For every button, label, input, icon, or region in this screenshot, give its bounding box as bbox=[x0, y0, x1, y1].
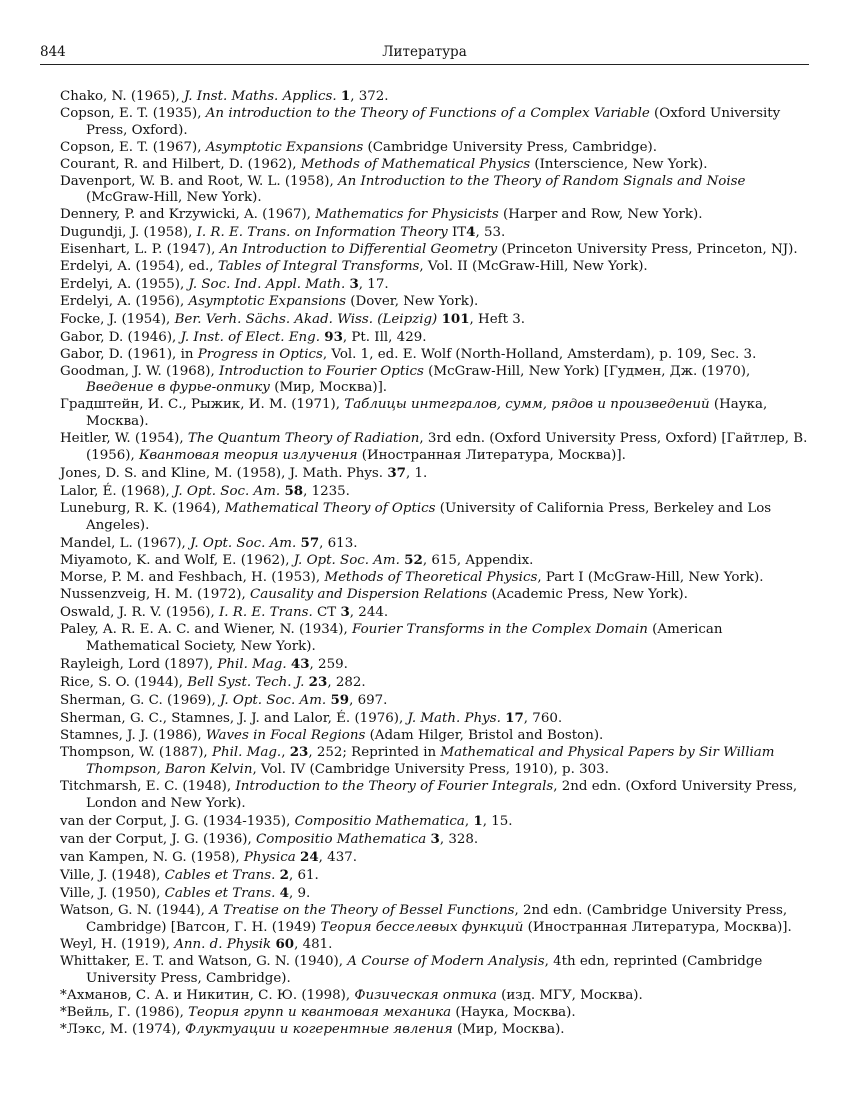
reference-text: Ville, J. (1950), bbox=[60, 885, 165, 901]
reference-volume: 37 bbox=[387, 464, 406, 481]
reference-text: , 437. bbox=[318, 849, 357, 865]
reference-volume: 1 bbox=[473, 813, 483, 830]
reference-text: (McGraw-Hill, New York). bbox=[86, 190, 262, 206]
reference-entry bbox=[60, 397, 809, 431]
reference-entry bbox=[60, 88, 809, 106]
reference-entry bbox=[60, 174, 809, 208]
reference-text: (Наука, Москва). bbox=[451, 1005, 576, 1021]
reference-entry bbox=[60, 552, 809, 570]
reference-volume: 101 bbox=[441, 310, 470, 327]
reference-volume: 23 bbox=[308, 673, 328, 690]
reference-text: Goodman, J. W. (1968), bbox=[60, 363, 220, 379]
reference-entry bbox=[60, 849, 809, 867]
reference-title: Ann. d. Physik bbox=[174, 937, 272, 953]
reference-text: Градштейн, И. С., Рыжик, И. М. (1971), bbox=[60, 397, 345, 413]
reference-text: , 1235. bbox=[303, 483, 350, 499]
reference-text: (Наука, Москва). bbox=[86, 397, 768, 430]
reference-text: , 1. bbox=[405, 465, 428, 481]
reference-text: Copson, E. T. (1967), bbox=[60, 139, 206, 155]
reference-entry bbox=[60, 1005, 809, 1022]
reference-text: Lalor, É. (1968), bbox=[60, 483, 174, 499]
page-number: 844 bbox=[40, 44, 66, 60]
reference-volume: 57 bbox=[300, 534, 320, 551]
reference-title: J. Opt. Soc. Am. bbox=[220, 692, 327, 708]
reference-text: Erdelyi, A. (1955), bbox=[60, 276, 189, 292]
reference-text: (University of California Press, Berkeley and Los Angeles). bbox=[86, 500, 772, 533]
reference-title: Mathematical and Physical Papers by Sir William Thompson, Baron Kelvin bbox=[86, 745, 775, 778]
reference-volume: 3 bbox=[349, 275, 359, 292]
reference-title: Waves in Focal Regions bbox=[205, 727, 366, 743]
reference-volume: 4 bbox=[279, 884, 289, 901]
reference-entry bbox=[60, 988, 809, 1005]
reference-text: Rice, S. O. (1944), bbox=[60, 674, 188, 690]
reference-text: (Harper and Row, New York). bbox=[498, 207, 703, 223]
reference-text: , 15. bbox=[482, 814, 513, 830]
reference-title: Methods of Theoretical Physics bbox=[324, 570, 538, 586]
reference-text: Titchmarsh, E. C. (1948), bbox=[60, 779, 236, 795]
reference-title: Asymptotic Expansions bbox=[205, 139, 364, 155]
reference-text: Sherman, G. C. (1969), bbox=[60, 692, 220, 708]
reference-text: Jones, D. S. and Kline, M. (1958), J. Math. Phys. bbox=[60, 465, 388, 481]
reference-text: (Interscience, New York). bbox=[530, 156, 708, 172]
reference-text: Rayleigh, Lord (1897), bbox=[60, 656, 218, 672]
reference-title: Введение в фурье-оптику bbox=[86, 380, 270, 396]
reference-text: , 244. bbox=[349, 605, 389, 621]
reference-entry bbox=[60, 329, 809, 347]
reference-text: van Kampen, N. G. (1958), bbox=[60, 849, 244, 865]
reference-text: Mandel, L. (1967), bbox=[60, 535, 191, 551]
reference-title: An Introduction to Differential Geometry bbox=[219, 242, 498, 258]
reference-text: Miyamoto, K. and Wolf, E. (1962), bbox=[60, 553, 294, 569]
reference-text: Copson, E. T. (1935), bbox=[60, 105, 206, 121]
reference-text: *Лэкс, М. (1974), bbox=[60, 1021, 186, 1037]
reference-volume: 93 bbox=[324, 328, 343, 345]
reference-entry bbox=[60, 311, 809, 329]
reference-text: Morse, P. M. and Feshbach, H. (1953), bbox=[60, 570, 325, 586]
reference-entry bbox=[60, 106, 809, 140]
reference-text: , Pt. Ill, 429. bbox=[342, 329, 427, 345]
reference-entry bbox=[60, 728, 809, 745]
reference-entry bbox=[60, 903, 809, 937]
reference-text: (McGraw-Hill, New York) [Гудмен, Дж. (1970), bbox=[423, 363, 751, 379]
reference-text: , Vol. IV (Cambridge University Press, 1910), p. 303. bbox=[252, 762, 609, 778]
reference-title: Compositio Mathematica bbox=[256, 831, 427, 847]
reference-entry bbox=[60, 779, 809, 813]
reference-volume: 3 bbox=[340, 604, 350, 621]
reference-entry bbox=[60, 535, 809, 553]
reference-entry bbox=[60, 867, 809, 885]
reference-text: , Vol. 1, ed. E. Wolf (North-Holland, Amsterdam), p. 109, Sec. 3. bbox=[322, 346, 757, 362]
reference-volume: 17 bbox=[505, 709, 524, 726]
reference-text: (Oxford University Press, Oxford). bbox=[86, 105, 781, 138]
reference-title: Cables et Trans. bbox=[164, 867, 276, 883]
reference-title: An introduction to the Theory of Functions of a Complex Variable bbox=[205, 105, 650, 121]
reference-text: Paley, A. R. E. A. C. and Wiener, N. (1934), bbox=[60, 622, 353, 638]
reference-title: A Course of Modern Analysis bbox=[347, 954, 545, 970]
reference-title: Compositio Mathematica bbox=[294, 814, 465, 830]
reference-text: (Cambridge University Press, Cambridge). bbox=[363, 139, 657, 155]
reference-title: Asymptotic Expansions bbox=[188, 293, 347, 309]
reference-volume: 3 bbox=[430, 830, 440, 847]
reference-text: Whittaker, E. T. and Watson, G. N. (1940), bbox=[60, 954, 348, 970]
reference-volume: 43 bbox=[290, 655, 310, 672]
reference-title: Физическая оптика bbox=[354, 988, 497, 1004]
reference-text: (Princeton University Press, Princeton, NJ). bbox=[497, 242, 798, 258]
reference-text: , 4th edn, reprinted (Cambridge University Press, Cambridge). bbox=[86, 954, 763, 987]
reference-entry bbox=[60, 276, 809, 294]
reference-entry bbox=[60, 465, 809, 483]
reference-title: I. R. E. Trans. bbox=[218, 605, 313, 621]
reference-text: (Мир, Москва). bbox=[452, 1021, 565, 1037]
reference-title: J. Math. Phys. bbox=[407, 710, 501, 726]
reference-entry bbox=[60, 140, 809, 157]
reference-entry bbox=[60, 744, 809, 779]
reference-title: I. R. E. Trans. on Information Theory bbox=[196, 225, 448, 241]
reference-entry bbox=[60, 674, 809, 692]
reference-volume: 59 bbox=[330, 691, 350, 708]
reference-title: Phil. Mag. bbox=[211, 745, 282, 761]
reference-text: , 613. bbox=[319, 535, 358, 551]
reference-text: Dugundji, J. (1958), bbox=[60, 225, 197, 241]
reference-entry bbox=[60, 831, 809, 849]
reference-text: Davenport, W. B. and Root, W. L. (1958), bbox=[60, 173, 338, 189]
reference-entry bbox=[60, 622, 809, 656]
reference-title: Ber. Verh. Sächs. Akad. Wiss. (Leipzig) bbox=[174, 311, 438, 327]
reference-text: , 760. bbox=[523, 710, 563, 726]
reference-title: Physica bbox=[243, 849, 296, 865]
reference-title: J. Soc. Ind. Appl. Math. bbox=[188, 276, 346, 292]
reference-title: Bell Syst. Tech. J. bbox=[187, 674, 305, 690]
reference-title: Introduction to Fourier Optics bbox=[219, 363, 424, 379]
reference-title: The Quantum Theory of Radiation bbox=[187, 431, 420, 447]
reference-entry bbox=[60, 885, 809, 903]
reference-title: Mathematical Theory of Optics bbox=[224, 500, 436, 516]
reference-text: Eisenhart, L. P. (1947), bbox=[60, 242, 220, 258]
reference-title: Теория групп и квантовая механика bbox=[188, 1005, 452, 1021]
reference-text: Thompson, W. (1887), bbox=[60, 745, 212, 761]
reference-text: , 252; Reprinted in bbox=[308, 745, 441, 761]
reference-text: Sherman, G. C., Stamnes, J. J. and Lalor, É. (1976), bbox=[60, 710, 408, 726]
reference-text: , 61. bbox=[288, 867, 319, 883]
reference-entry bbox=[60, 157, 809, 174]
reference-text: *Вейль, Г. (1986), bbox=[60, 1005, 189, 1021]
reference-title: J. Inst. of Elect. Eng. bbox=[180, 329, 320, 345]
reference-text: , 17. bbox=[358, 276, 389, 292]
reference-entry bbox=[60, 656, 809, 674]
reference-title: Квантовая теория излучения bbox=[139, 448, 358, 464]
reference-text: Dennery, P. and Krzywicki, A. (1967), bbox=[60, 207, 316, 223]
reference-entry bbox=[60, 207, 809, 224]
reference-text: (Adam Hilger, Bristol and Boston). bbox=[365, 727, 604, 743]
reference-text: , 481. bbox=[294, 937, 333, 953]
reference-text: (изд. МГУ, Москва). bbox=[496, 988, 643, 1004]
reference-title: Теория бесселевых функций bbox=[320, 919, 524, 935]
reference-text: Courant, R. and Hilbert, D. (1962), bbox=[60, 156, 301, 172]
reference-title: Cables et Trans. bbox=[164, 885, 276, 901]
reference-entry bbox=[60, 710, 809, 728]
reference-text: (Иностранная Литература, Москва)]. bbox=[523, 919, 792, 935]
reference-text: , Vol. II (McGraw-Hill, New York). bbox=[419, 259, 648, 275]
reference-text: , 2nd edn. (Cambridge University Press, Cambridge) [Ватсон, Г. Н. (1949) bbox=[86, 902, 788, 935]
reference-title: Phil. Mag. bbox=[217, 656, 287, 672]
reference-text: , 282. bbox=[327, 674, 366, 690]
reference-volume: 2 bbox=[279, 866, 289, 883]
reference-volume: 4 bbox=[466, 224, 476, 241]
reference-title: Introduction to the Theory of Fourier Integrals bbox=[235, 779, 554, 795]
reference-text: Luneburg, R. K. (1964), bbox=[60, 500, 225, 516]
reference-title: Progress in Optics bbox=[197, 346, 323, 362]
reference-text: Erdelyi, A. (1954), ed., bbox=[60, 259, 218, 275]
reference-entry bbox=[60, 431, 809, 465]
reference-volume: 52 bbox=[404, 552, 423, 569]
reference-text: Ville, J. (1948), bbox=[60, 867, 165, 883]
reference-text: , Heft 3. bbox=[469, 311, 526, 327]
reference-text: , Part I (McGraw-Hill, New York). bbox=[537, 570, 764, 586]
reference-entry bbox=[60, 259, 809, 276]
reference-text: , 259. bbox=[309, 656, 348, 672]
reference-text: van der Corput, J. G. (1936), bbox=[60, 831, 256, 847]
reference-text: CT bbox=[312, 605, 341, 621]
reference-title: J. Inst. Maths. Applics. bbox=[183, 89, 337, 104]
reference-text: , 372. bbox=[350, 89, 389, 104]
reference-text: , 697. bbox=[349, 692, 388, 708]
reference-text: Nussenzveig, H. M. (1972), bbox=[60, 587, 250, 603]
reference-text: , 328. bbox=[439, 831, 479, 847]
reference-text: , 53. bbox=[475, 225, 506, 241]
reference-text: (Dover, New York). bbox=[346, 293, 479, 309]
reference-text: , 3rd edn. (Oxford University Press, Oxford) [Гайтлер, В. (1956), bbox=[86, 431, 808, 464]
reference-text: , 2nd edn. (Oxford University Press, London and New York). bbox=[86, 779, 798, 812]
reference-title: J. Opt. Soc. Am. bbox=[293, 553, 400, 569]
reference-title: An Introduction to the Theory of Random Signals and Noise bbox=[337, 173, 746, 189]
reference-text: Gabor, D. (1961), in bbox=[60, 346, 198, 362]
reference-text: *Ахманов, С. А. и Никитин, С. Ю. (1998), bbox=[60, 988, 355, 1004]
reference-entry bbox=[60, 587, 809, 604]
reference-volume: 23 bbox=[289, 744, 309, 761]
reference-volume: 1 bbox=[340, 88, 351, 104]
reference-text: Weyl, H. (1919), bbox=[60, 937, 175, 953]
reference-title: J. Opt. Soc. Am. bbox=[174, 483, 281, 499]
reference-entry bbox=[60, 813, 809, 831]
reference-text: Oswald, J. R. V. (1956), bbox=[60, 605, 219, 621]
reference-entry bbox=[60, 954, 809, 988]
reference-title: J. Opt. Soc. Am. bbox=[190, 535, 297, 551]
reference-title: Mathematics for Physicists bbox=[315, 207, 499, 223]
reference-text: , bbox=[464, 814, 474, 830]
running-title: Литература bbox=[382, 44, 467, 60]
reference-text: Watson, G. N. (1944), bbox=[60, 902, 210, 918]
reference-entry bbox=[60, 483, 809, 501]
reference-text: Heitler, W. (1954), bbox=[60, 431, 188, 447]
reference-text: Focke, J. (1954), bbox=[60, 311, 175, 327]
reference-text: Erdelyi, A. (1956), bbox=[60, 293, 189, 309]
reference-entry bbox=[60, 364, 809, 398]
reference-entry bbox=[60, 294, 809, 311]
reference-entry bbox=[60, 570, 809, 587]
reference-text: , 615, Appendix. bbox=[422, 553, 534, 569]
reference-text: , 9. bbox=[288, 885, 311, 901]
reference-entry bbox=[60, 347, 809, 364]
page-header bbox=[40, 44, 809, 65]
reference-text: (Иностранная Литература, Москва)]. bbox=[357, 448, 626, 464]
reference-text: , bbox=[281, 745, 290, 761]
reference-list bbox=[60, 88, 809, 1039]
reference-entry bbox=[60, 224, 809, 242]
reference-title: A Treatise on the Theory of Bessel Functions bbox=[209, 902, 515, 918]
reference-title: Таблицы интегралов, сумм, рядов и произведений bbox=[344, 397, 710, 413]
reference-volume: 60 bbox=[275, 936, 295, 953]
reference-title: Causality and Dispersion Relations bbox=[250, 587, 488, 603]
reference-text: Stamnes, J. J. (1986), bbox=[60, 727, 206, 743]
reference-entry bbox=[60, 604, 809, 622]
reference-title: Fourier Transforms in the Complex Domain bbox=[352, 622, 648, 638]
reference-text: (American Mathematical Society, New York). bbox=[86, 622, 723, 654]
reference-text: IT bbox=[447, 225, 467, 241]
reference-entry bbox=[60, 936, 809, 954]
reference-volume: 24 bbox=[300, 848, 319, 865]
reference-text: (Мир, Москва)]. bbox=[269, 380, 388, 396]
reference-text: Chako, N. (1965), bbox=[60, 89, 184, 104]
reference-volume: 58 bbox=[284, 482, 304, 499]
reference-entry bbox=[60, 242, 809, 259]
reference-entry bbox=[60, 1022, 809, 1039]
reference-title: Methods of Mathematical Physics bbox=[300, 156, 531, 172]
reference-entry bbox=[60, 501, 809, 535]
reference-text: Gabor, D. (1946), bbox=[60, 329, 181, 345]
reference-title: Флуктуации и когерентные явления bbox=[185, 1021, 453, 1037]
reference-text: van der Corput, J. G. (1934-1935), bbox=[60, 814, 295, 830]
reference-title: Tables of Integral Transforms bbox=[217, 259, 420, 275]
reference-text: (Academic Press, New York). bbox=[487, 587, 688, 603]
reference-entry bbox=[60, 692, 809, 710]
